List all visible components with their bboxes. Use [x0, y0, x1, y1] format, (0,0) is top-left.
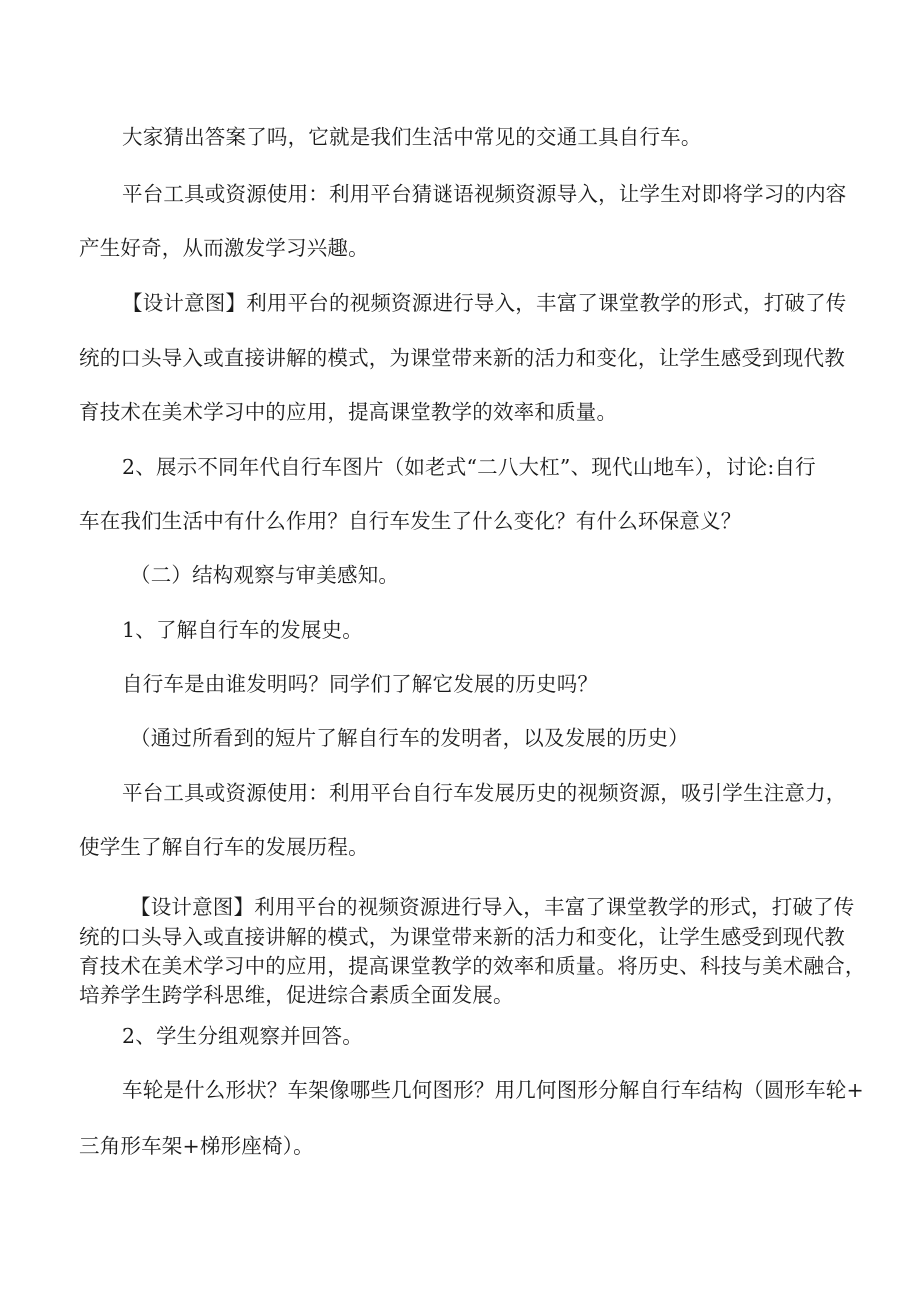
- text-line: 育技术在美术学习中的应用，提高课堂教学的效率和质量。: [79, 400, 618, 424]
- text-line: 产生好奇，从而激发学习兴趣。: [79, 236, 369, 260]
- text-line: 车轮是什么形状？车架像哪些几何图形？用几何图形分解自行车结构（圆形车轮+: [122, 1078, 864, 1102]
- text-line: 1、了解自行车的发展史。: [122, 618, 363, 642]
- section-heading: （二）结构观察与审美感知。: [130, 563, 400, 587]
- text-line: 【设计意图】利用平台的视频资源进行导入，丰富了课堂教学的形式，打破了传: [122, 291, 847, 315]
- text-line: （通过所看到的短片了解自行车的发明者，以及发展的历史）: [130, 726, 689, 750]
- text-line: 平台工具或资源使用：利用平台自行车发展历史的视频资源，吸引学生注意力，: [122, 781, 847, 805]
- text-line: 平台工具或资源使用：利用平台猜谜语视频资源导入，让学生对即将学习的内容: [122, 182, 847, 206]
- text-line: 使学生了解自行车的发展历程。: [79, 835, 369, 859]
- text-line: 2、学生分组观察并回答。: [122, 1024, 363, 1048]
- text-line: 培养学生跨学科思维，促进综合素质全面发展。: [79, 983, 514, 1007]
- text-line: 三角形车架+梯形座椅）。: [79, 1134, 314, 1158]
- text-line: 自行车是由谁发明吗？同学们了解它发展的历史吗？: [122, 672, 599, 696]
- text-line: 车在我们生活中有什么作用？自行车发生了什么变化？有什么环保意义？: [79, 509, 742, 533]
- text-line: 大家猜出答案了吗，它就是我们生活中常见的交通工具自行车。: [122, 125, 702, 149]
- text-line: 统的口头导入或直接讲解的模式，为课堂带来新的活力和变化，让学生感受到现代教: [79, 925, 845, 949]
- text-line: 育技术在美术学习中的应用，提高课堂教学的效率和质量。将历史、科技与美术融合，: [79, 954, 866, 978]
- text-line: 2、展示不同年代自行车图片（如老式“二八大杠”、现代山地车），讨论:自行: [122, 455, 816, 479]
- text-line: 统的口头导入或直接讲解的模式，为课堂带来新的活力和变化，让学生感受到现代教: [79, 346, 845, 370]
- text-line: 【设计意图】利用平台的视频资源进行导入，丰富了课堂教学的形式，打破了传: [130, 895, 855, 919]
